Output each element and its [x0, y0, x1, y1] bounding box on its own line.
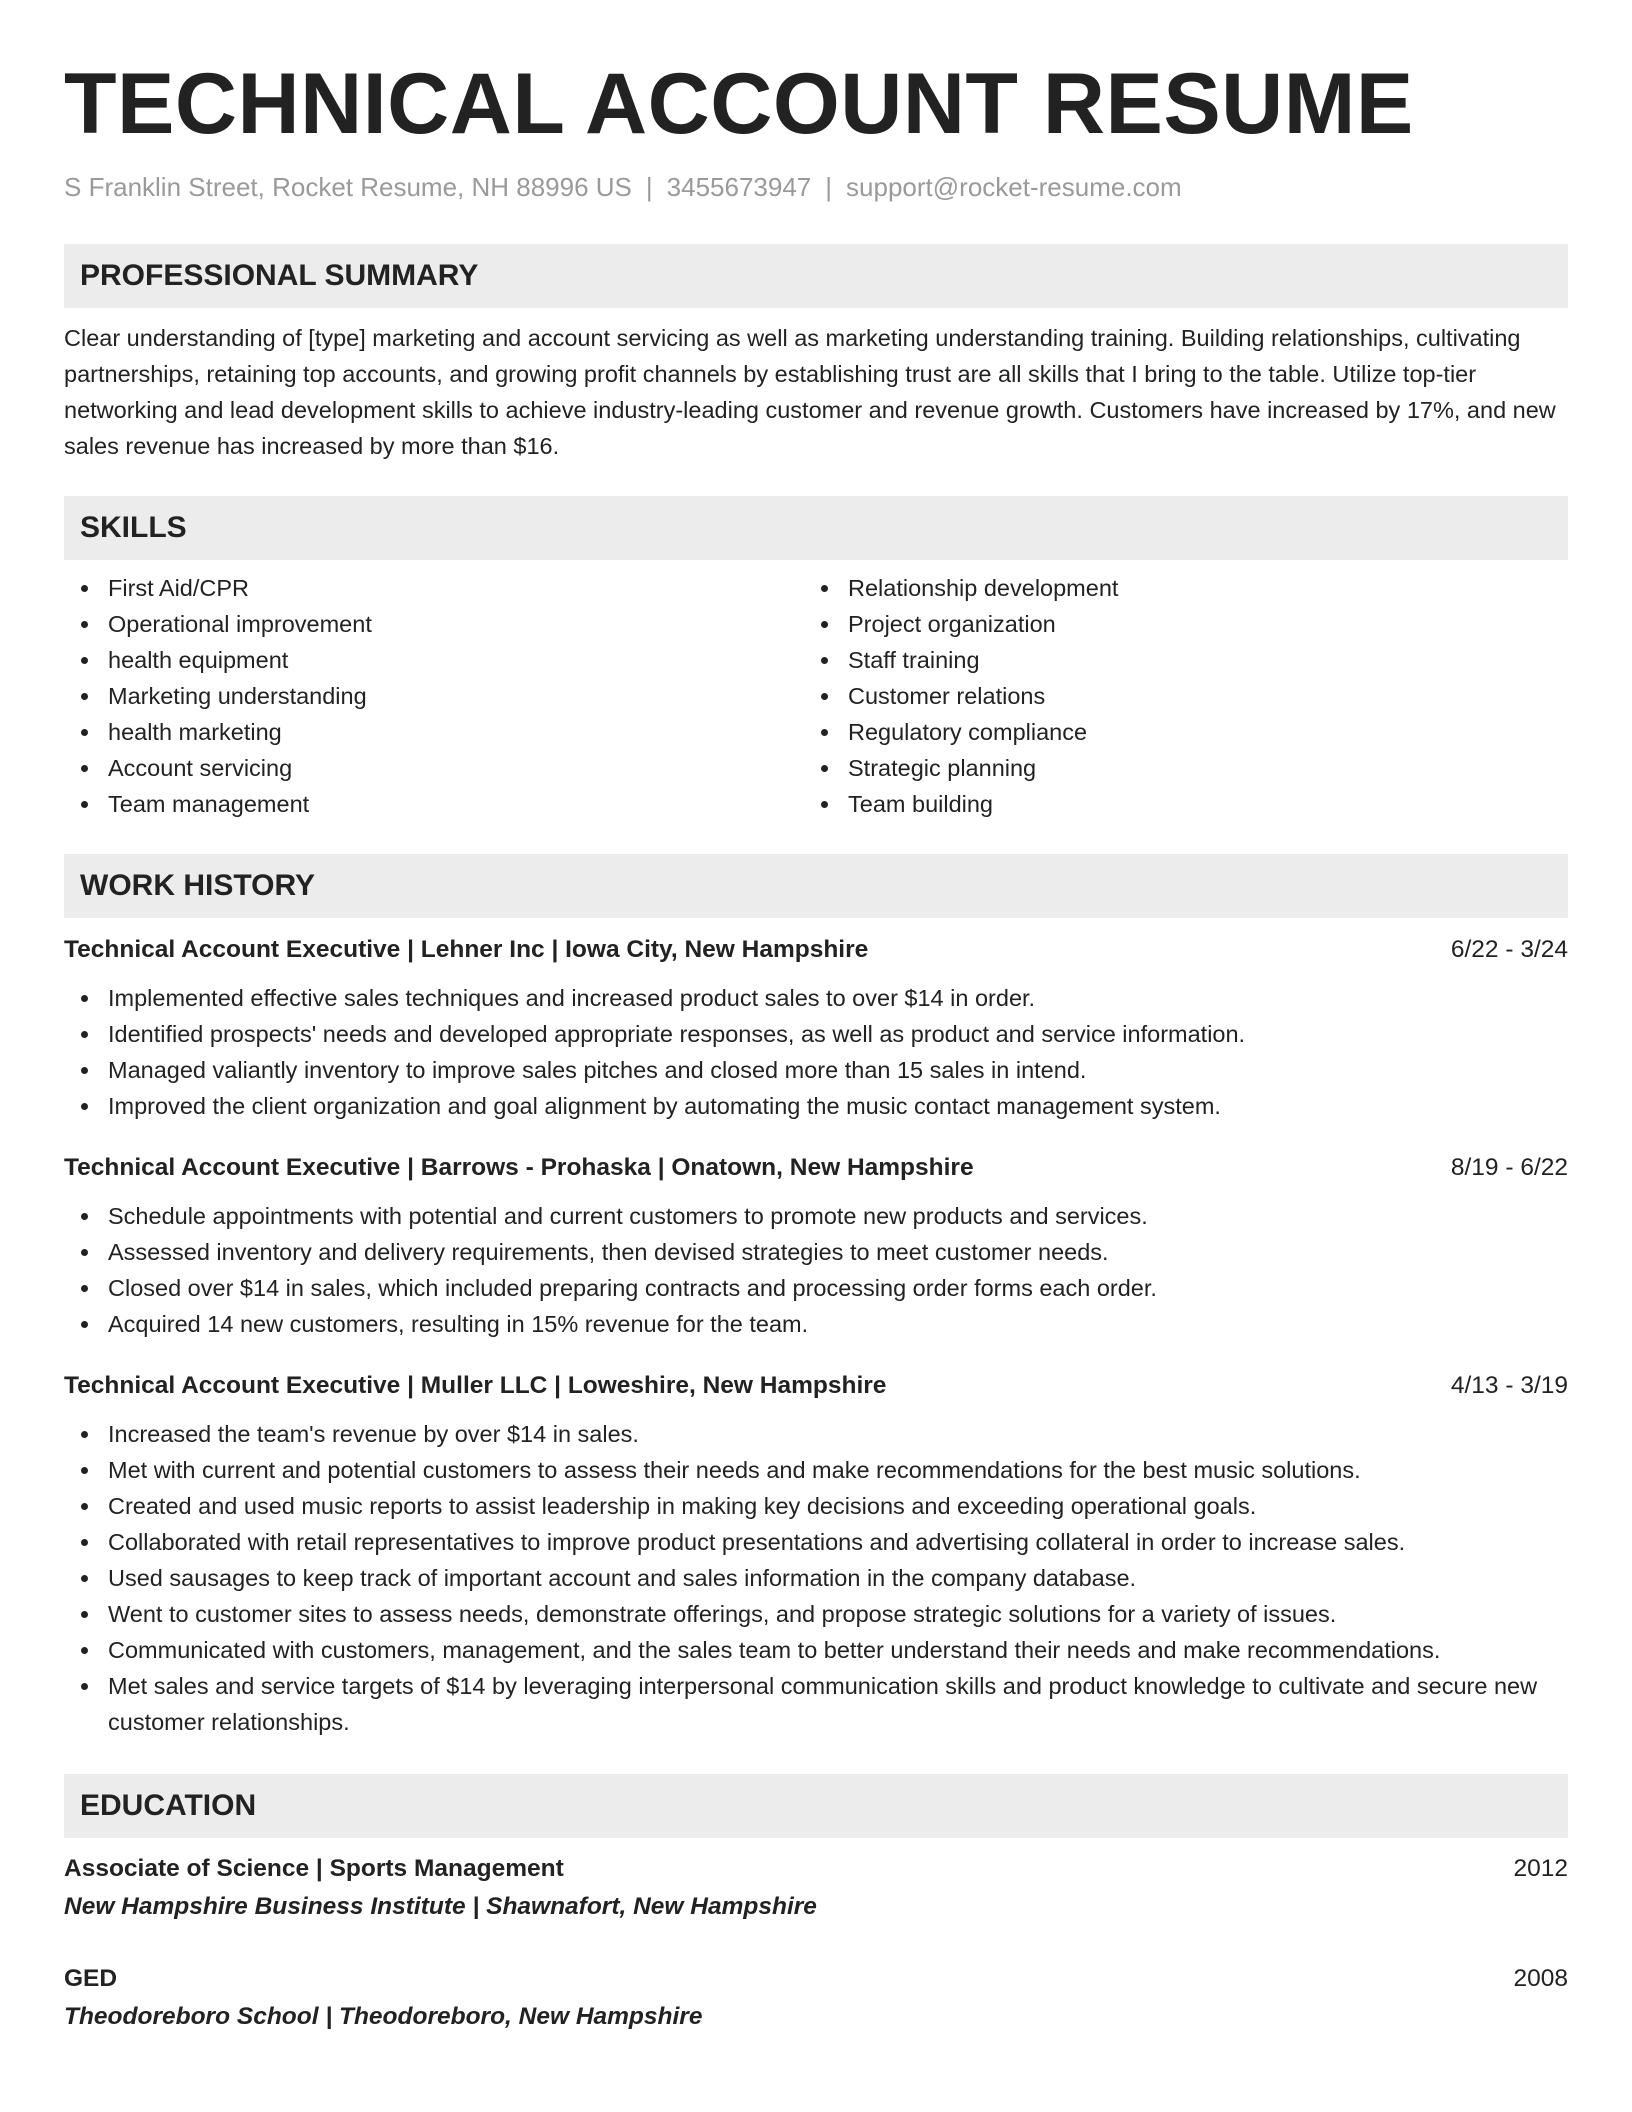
job-bullet: Closed over $14 in sales, which included preparing contracts and processing order forms each order.	[64, 1270, 1568, 1306]
education-school: Theodoreboro School | Theodoreboro, New Hampshire	[64, 2003, 703, 2030]
job-bullets	[64, 1198, 1568, 1342]
skill-item: Team building	[804, 786, 1568, 822]
job-title: Technical Account Executive | Muller LLC | Loweshire, New Hampshire	[64, 1372, 887, 1399]
job-bullet: Created and used music reports to assist leadership in making key decisions and exceeding operational goals.	[64, 1488, 1568, 1524]
education-degree: Associate of Science | Sports Management	[64, 1855, 564, 1882]
skill-item: Strategic planning	[804, 750, 1568, 786]
education-header	[64, 1960, 1568, 1998]
job-bullet: Met with current and potential customers to assess their needs and make recommendations for the best music solutions.	[64, 1452, 1568, 1488]
skills-list-right	[804, 570, 1568, 822]
job-bullet: Improved the client organization and goal alignment by automating the music contact management system.	[64, 1088, 1568, 1124]
job-bullet: Collaborated with retail representatives to improve product presentations and advertising collateral in order to increase sales.	[64, 1524, 1568, 1560]
job-bullets	[64, 980, 1568, 1124]
skills-grid	[64, 570, 1568, 822]
job-bullet: Acquired 14 new customers, resulting in 15% revenue for the team.	[64, 1306, 1568, 1342]
skill-item: Customer relations	[804, 678, 1568, 714]
contact-address: S Franklin Street, Rocket Resume, NH 88996 US	[64, 172, 632, 202]
job-bullet: Communicated with customers, management, and the sales team to better understand their needs and make recommendations.	[64, 1632, 1568, 1668]
job-title: Technical Account Executive | Lehner Inc | Iowa City, New Hampshire	[64, 936, 869, 963]
job-bullet: Met sales and service targets of $14 by leveraging interpersonal communication skills and product knowledge to cultivate and secure new customer relationships.	[64, 1668, 1568, 1740]
contact-separator: |	[825, 172, 833, 202]
contact-separator: |	[645, 172, 653, 202]
resume-title: TECHNICAL ACCOUNT RESUME	[64, 56, 1414, 152]
job-header	[64, 930, 1568, 970]
education-year: 2012	[1513, 1855, 1568, 1882]
job-bullet: Went to customer sites to assess needs, demonstrate offerings, and propose strategic solutions for a variety of issues.	[64, 1596, 1568, 1632]
contact-line	[64, 170, 1568, 204]
job-bullet: Identified prospects' needs and developed appropriate responses, as well as product and service information.	[64, 1016, 1568, 1052]
job-bullet: Managed valiantly inventory to improve sales pitches and closed more than 15 sales in intend.	[64, 1052, 1568, 1088]
job-dates: 4/13 - 3/19	[1450, 1372, 1568, 1399]
section-header-education: EDUCATION	[64, 1774, 1568, 1838]
skill-item: Marketing understanding	[64, 678, 804, 714]
job-entry	[64, 1366, 1568, 1740]
education-entry	[64, 1960, 1568, 2036]
job-bullet: Increased the team's revenue by over $14 in sales.	[64, 1416, 1568, 1452]
skill-item: Relationship development	[804, 570, 1568, 606]
job-bullet: Implemented effective sales techniques and increased product sales to over $14 in order.	[64, 980, 1568, 1016]
skill-item: health equipment	[64, 642, 804, 678]
education-entry	[64, 1850, 1568, 1926]
section-header-work-history: WORK HISTORY	[64, 854, 1568, 918]
job-header	[64, 1148, 1568, 1188]
contact-phone: 3455673947	[666, 172, 812, 202]
job-bullet: Used sausages to keep track of important account and sales information in the company database.	[64, 1560, 1568, 1596]
skill-item: Operational improvement	[64, 606, 804, 642]
job-dates: 8/19 - 6/22	[1450, 1154, 1568, 1181]
job-bullet: Assessed inventory and delivery requirements, then devised strategies to meet customer needs.	[64, 1234, 1568, 1270]
section-header-skills: SKILLS	[64, 496, 1568, 560]
education-school: New Hampshire Business Institute | Shawnafort, New Hampshire	[64, 1893, 817, 1920]
skill-item: Account servicing	[64, 750, 804, 786]
job-dates: 6/22 - 3/24	[1450, 936, 1568, 963]
job-entry	[64, 1148, 1568, 1342]
job-entry	[64, 930, 1568, 1124]
skill-item: Project organization	[804, 606, 1568, 642]
job-header	[64, 1366, 1568, 1406]
education-degree: GED	[64, 1965, 118, 1992]
skill-item: First Aid/CPR	[64, 570, 804, 606]
job-bullets	[64, 1416, 1568, 1740]
skill-item: health marketing	[64, 714, 804, 750]
summary-text: Clear understanding of [type] marketing and account servicing as well as marketing understanding training. Building relationships, cultivating partnerships, retaining top accounts, and growing profit channels by establishing trust are all skills that I bring to the table. Utilize top-tier networking and lead development skills to achieve industry-leading customer and revenue growth. Customers have increased by 17%, and new sales revenue has increased by more than $16.	[64, 325, 1556, 459]
job-bullet: Schedule appointments with potential and current customers to promote new products and services.	[64, 1198, 1568, 1234]
skills-list-left	[64, 570, 804, 822]
skill-item: Regulatory compliance	[804, 714, 1568, 750]
section-header-summary: PROFESSIONAL SUMMARY	[64, 244, 1568, 308]
skill-item: Team management	[64, 786, 804, 822]
education-year: 2008	[1513, 1965, 1568, 1992]
job-title: Technical Account Executive | Barrows - Prohaska | Onatown, New Hampshire	[64, 1154, 974, 1181]
contact-email: support@rocket-resume.com	[846, 172, 1182, 202]
education-header	[64, 1850, 1568, 1888]
skill-item: Staff training	[804, 642, 1568, 678]
